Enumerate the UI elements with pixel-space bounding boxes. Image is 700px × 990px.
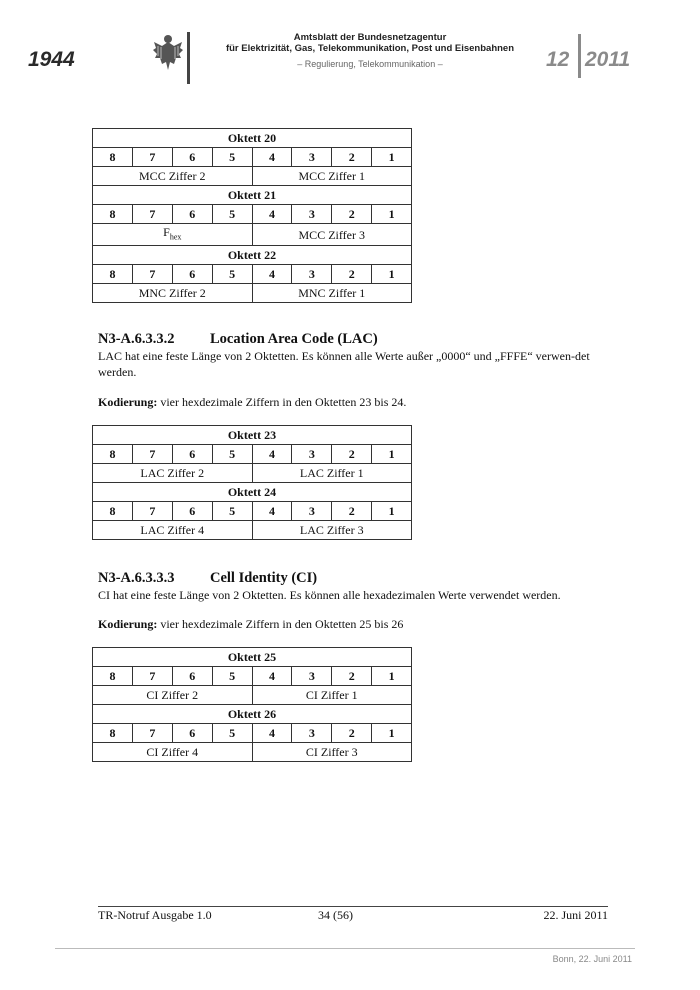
nibble-high-value	[93, 167, 253, 186]
nibble-low-value: CI Ziffer 1	[252, 686, 412, 705]
bit-number: 3	[292, 205, 332, 224]
page-number: 1944	[28, 48, 75, 71]
bit-number: 8	[93, 265, 133, 284]
bit-number: 4	[252, 667, 292, 686]
gazette-title: Amtsblatt der Bundesnetzagentur	[293, 32, 447, 43]
nibble-high-text: CI Ziffer 2	[146, 688, 199, 702]
coding-text: vier hexdezimale Ziffern in den Oktetten 23 bis 24.	[157, 395, 407, 409]
section-heading-lac	[98, 331, 378, 348]
section-title: Location Area Code (LAC)	[210, 331, 378, 347]
bit-number: 4	[252, 502, 292, 521]
bit-number: 3	[292, 265, 332, 284]
bit-number: 5	[212, 148, 252, 167]
header-divider	[187, 32, 190, 84]
bit-number: 6	[172, 265, 212, 284]
nibble-high-value	[93, 521, 253, 540]
nibble-low-value: MCC Ziffer 3	[252, 224, 412, 246]
bit-number: 6	[172, 205, 212, 224]
nibble-high-text: LAC Ziffer 4	[140, 523, 205, 537]
bit-number: 1	[372, 667, 412, 686]
nibble-high-value	[93, 743, 253, 762]
bit-number: 7	[132, 205, 172, 224]
bit-number: 6	[172, 148, 212, 167]
nibble-high-text: CI Ziffer 4	[146, 745, 199, 759]
bit-number: 1	[372, 148, 412, 167]
coding-note-ci	[98, 616, 603, 632]
bottom-rule	[55, 948, 635, 949]
bit-number: 8	[93, 148, 133, 167]
paragraph-lac: LAC hat eine feste Länge von 2 Oktetten. Es können alle Werte außer „0000“ und „FFFE“ verwen-det werden.	[98, 349, 590, 379]
bit-number: 8	[93, 724, 133, 743]
bit-number: 7	[132, 724, 172, 743]
nibble-low-value: MNC Ziffer 1	[252, 284, 412, 303]
nibble-high-value	[93, 224, 253, 246]
bit-number: 2	[332, 148, 372, 167]
coding-label: Kodierung:	[98, 395, 158, 409]
nibble-low-value: CI Ziffer 3	[252, 743, 412, 762]
bit-number: 4	[252, 205, 292, 224]
bit-number: 2	[332, 445, 372, 464]
octet-title: Oktett 25	[93, 648, 412, 667]
bit-number: 7	[132, 265, 172, 284]
federal-eagle-icon	[152, 32, 184, 72]
octet-title: Oktett 22	[93, 246, 412, 265]
bit-number: 3	[292, 667, 332, 686]
coding-text: vier hexdezimale Ziffern in den Oktetten 25 bis 26	[157, 617, 404, 631]
bit-number: 7	[132, 667, 172, 686]
bit-number: 2	[332, 265, 372, 284]
coding-note-lac	[98, 394, 603, 410]
bit-number: 8	[93, 205, 133, 224]
bit-number: 4	[252, 724, 292, 743]
octet-title: Oktett 23	[93, 426, 412, 445]
bit-number: 2	[332, 502, 372, 521]
bit-number: 1	[372, 445, 412, 464]
bit-number: 3	[292, 445, 332, 464]
bit-number: 1	[372, 205, 412, 224]
footer-page: 34 (56)	[318, 908, 353, 922]
octet-table-mcc-mnc	[92, 128, 412, 303]
gazette-subtitle: – Regulierung, Telekommunikation –	[297, 59, 443, 69]
bit-number: 1	[372, 265, 412, 284]
bit-number: 2	[332, 667, 372, 686]
bit-number: 8	[93, 445, 133, 464]
bit-number: 8	[93, 667, 133, 686]
bit-number: 5	[212, 205, 252, 224]
bottom-date: Bonn, 22. Juni 2011	[552, 954, 632, 964]
octet-title: Oktett 26	[93, 705, 412, 724]
bit-number: 7	[132, 502, 172, 521]
nibble-low-value: MCC Ziffer 1	[252, 167, 412, 186]
issue-divider	[578, 34, 581, 78]
bit-number: 4	[252, 148, 292, 167]
nibble-high-text: MCC Ziffer 2	[139, 169, 206, 183]
bit-number: 2	[332, 205, 372, 224]
bit-number: 5	[212, 445, 252, 464]
nibble-high-value	[93, 284, 253, 303]
footer-document: TR-Notruf Ausgabe 1.0	[98, 908, 212, 922]
octet-title: Oktett 21	[93, 186, 412, 205]
bit-number: 4	[252, 445, 292, 464]
bit-number: 5	[212, 724, 252, 743]
hex-subscript: hex	[169, 232, 182, 242]
issue-year: 2011	[585, 48, 631, 71]
section-heading-ci	[98, 570, 318, 587]
octet-table-ci	[92, 647, 412, 762]
octet-title: Oktett 20	[93, 129, 412, 148]
bit-number: 5	[212, 265, 252, 284]
nibble-high-text: F	[163, 225, 170, 239]
gazette-title-line2: für Elektrizität, Gas, Telekommunikation, Post und Eisenbahnen	[225, 43, 515, 54]
octet-table-lac	[92, 425, 412, 540]
bit-number: 3	[292, 502, 332, 521]
coding-label: Kodierung:	[98, 617, 158, 631]
bit-number: 5	[212, 667, 252, 686]
bit-number: 8	[93, 502, 133, 521]
bit-number: 6	[172, 445, 212, 464]
nibble-high-value	[93, 464, 253, 483]
paragraph-ci: CI hat eine feste Länge von 2 Oktetten. Es können alle hexadezimalen Werte verwendet werden.	[98, 588, 561, 602]
footer-rule	[98, 906, 608, 907]
nibble-low-value: LAC Ziffer 1	[252, 464, 412, 483]
bit-number: 3	[292, 724, 332, 743]
bit-number: 3	[292, 148, 332, 167]
bit-number: 7	[132, 148, 172, 167]
bit-number: 5	[212, 502, 252, 521]
nibble-high-text: MNC Ziffer 2	[138, 286, 206, 301]
bit-number: 4	[252, 265, 292, 284]
section-title: Cell Identity (CI)	[210, 570, 318, 586]
bit-number: 7	[132, 445, 172, 464]
bit-number: 6	[172, 724, 212, 743]
nibble-high-value	[93, 686, 253, 705]
section-number: N3-A.6.3.3.2	[98, 331, 175, 347]
bit-number: 6	[172, 667, 212, 686]
footer-date: 22. Juni 2011	[543, 908, 608, 922]
section-number: N3-A.6.3.3.3	[98, 570, 175, 586]
nibble-low-value: LAC Ziffer 3	[252, 521, 412, 540]
nibble-high-text: LAC Ziffer 2	[140, 466, 205, 480]
issue-number: 12	[546, 48, 570, 71]
bit-number: 1	[372, 502, 412, 521]
bit-number: 1	[372, 724, 412, 743]
bit-number: 6	[172, 502, 212, 521]
bit-number: 2	[332, 724, 372, 743]
octet-title: Oktett 24	[93, 483, 412, 502]
